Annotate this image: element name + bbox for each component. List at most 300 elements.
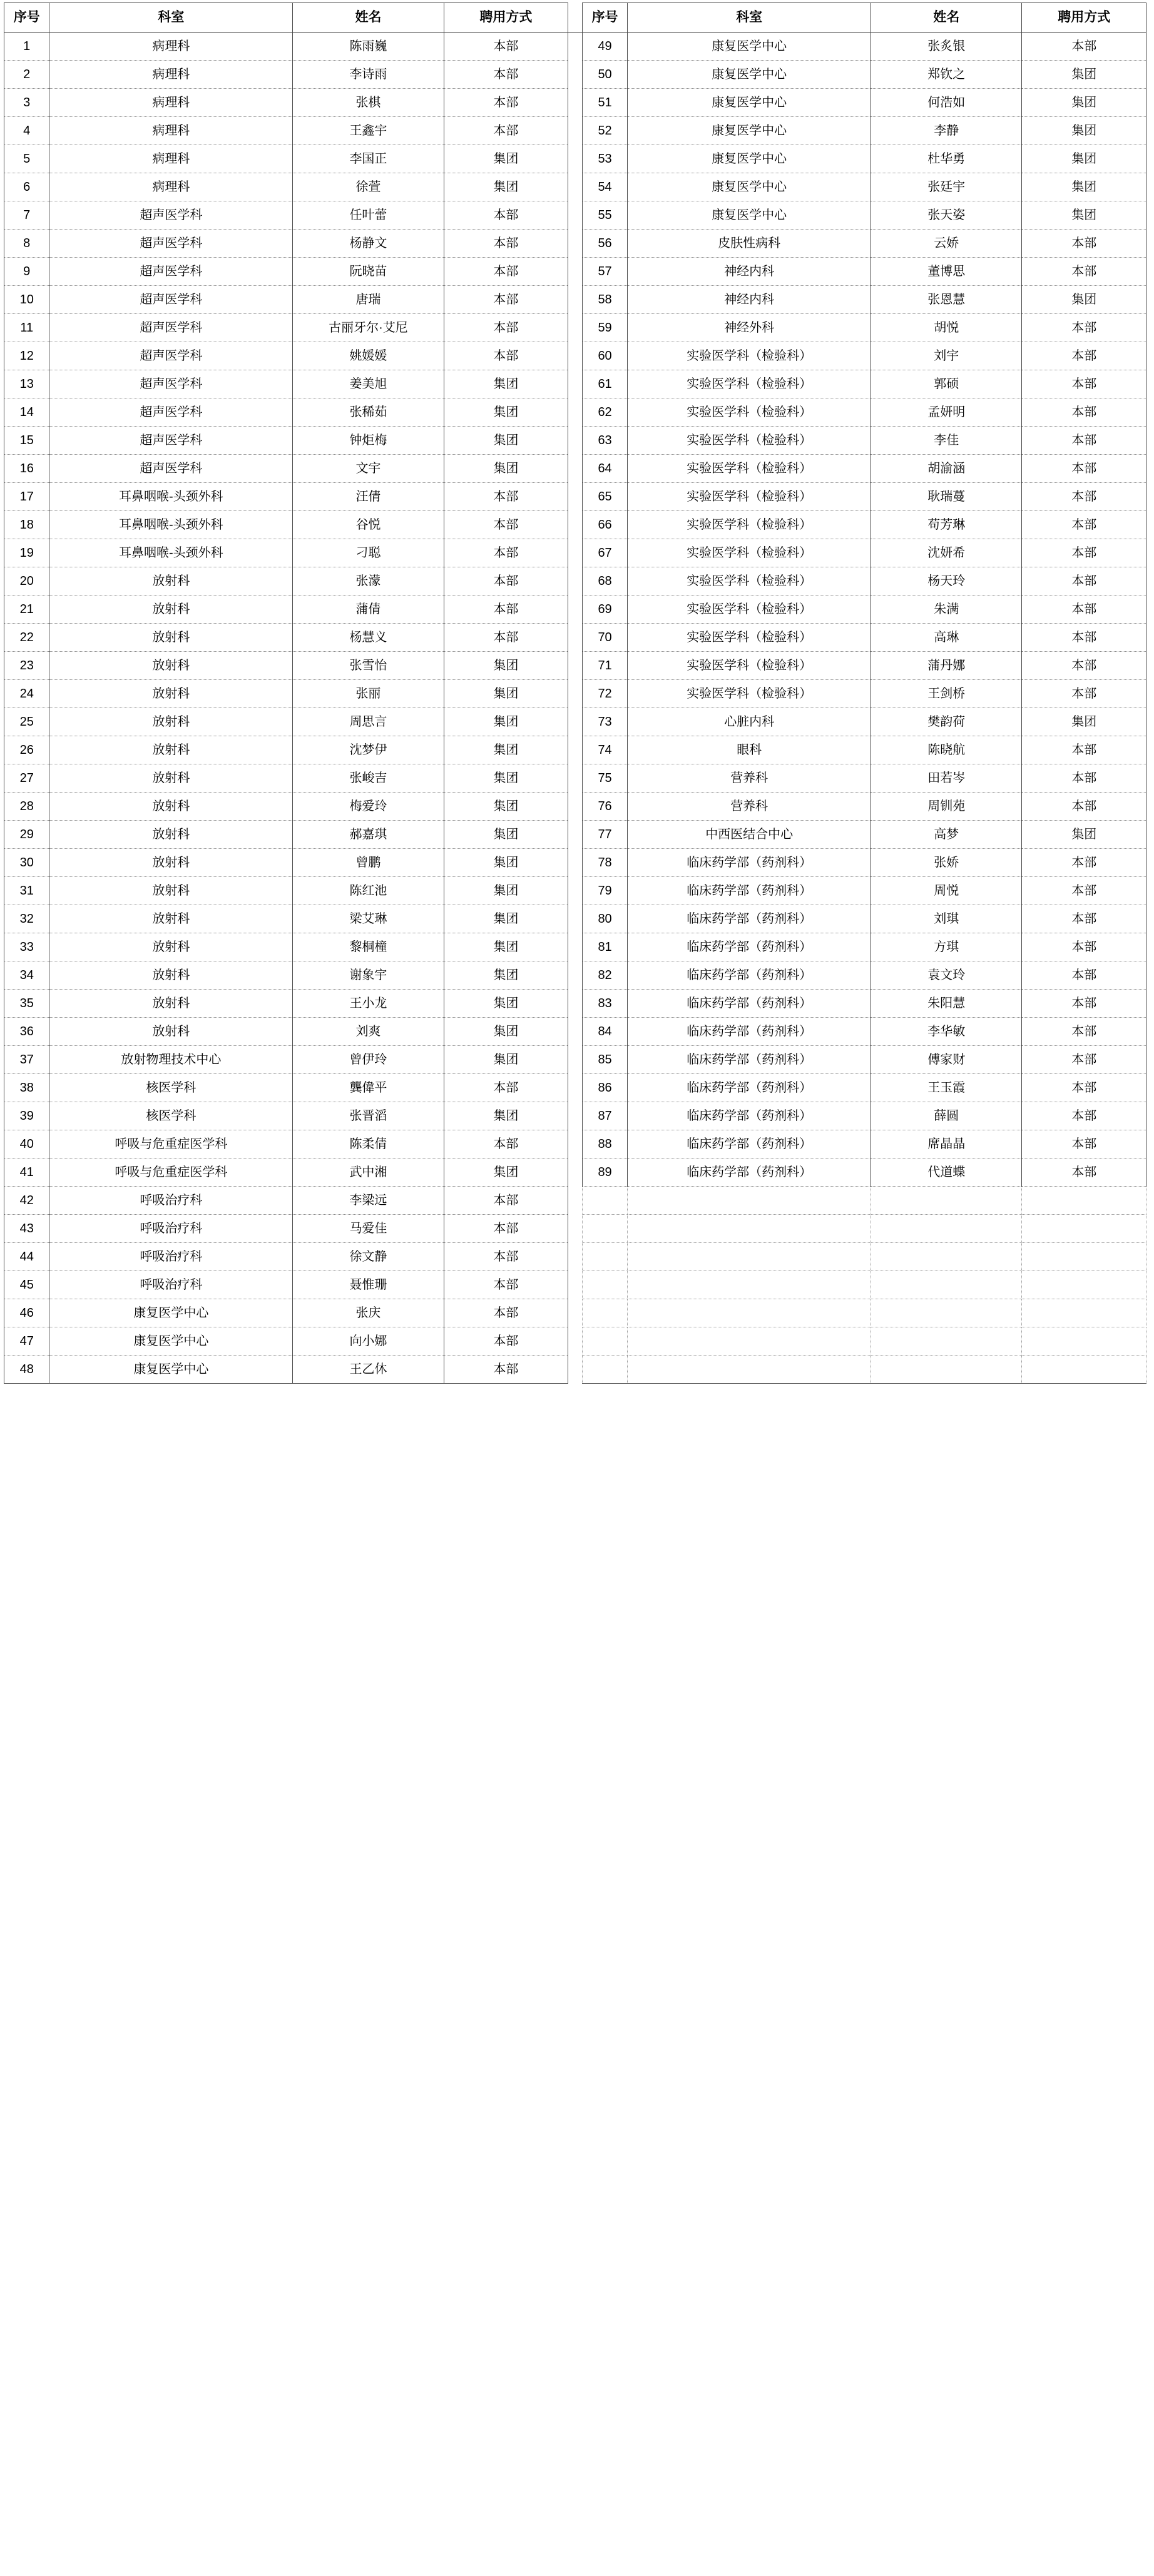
cell-right-seq[interactable]: 54 [582,173,627,201]
cell-right-name[interactable]: 杨天玲 [871,567,1022,596]
cell-right-name[interactable]: 苟芳琳 [871,511,1022,539]
cell-left-seq[interactable]: 43 [4,1215,49,1243]
cell-left-name[interactable]: 汪倩 [293,483,444,511]
cell-left-seq[interactable]: 21 [4,596,49,624]
cell-empty[interactable] [582,1299,627,1327]
cell-left-dept[interactable]: 病理科 [49,89,293,117]
cell-left-dept[interactable]: 放射科 [49,849,293,877]
cell-right-emp[interactable]: 集团 [1022,708,1146,736]
cell-right-name[interactable]: 杜华勇 [871,145,1022,173]
cell-right-seq[interactable]: 70 [582,624,627,652]
cell-left-seq[interactable]: 6 [4,173,49,201]
cell-left-name[interactable]: 曾伊玲 [293,1046,444,1074]
cell-left-emp[interactable]: 集团 [444,736,568,764]
cell-left-emp[interactable]: 本部 [444,596,568,624]
cell-right-dept[interactable]: 皮肤性病科 [628,230,871,258]
cell-left-seq[interactable]: 15 [4,427,49,455]
cell-left-emp[interactable]: 本部 [444,33,568,61]
cell-right-seq[interactable]: 61 [582,370,627,398]
cell-left-seq[interactable]: 23 [4,652,49,680]
cell-left-dept[interactable]: 呼吸治疗科 [49,1187,293,1215]
cell-right-dept[interactable]: 临床药学部（药剂科） [628,877,871,905]
cell-right-emp[interactable]: 本部 [1022,736,1146,764]
cell-right-seq[interactable]: 87 [582,1102,627,1130]
cell-right-seq[interactable]: 72 [582,680,627,708]
cell-right-name[interactable]: 胡渝涵 [871,455,1022,483]
cell-left-emp[interactable]: 集团 [444,455,568,483]
cell-empty[interactable] [628,1299,871,1327]
cell-right-name[interactable]: 孟妍明 [871,398,1022,427]
cell-left-seq[interactable]: 3 [4,89,49,117]
cell-left-emp[interactable]: 集团 [444,370,568,398]
cell-left-seq[interactable]: 18 [4,511,49,539]
cell-empty[interactable] [1022,1187,1146,1215]
cell-right-seq[interactable]: 86 [582,1074,627,1102]
cell-left-seq[interactable]: 11 [4,314,49,342]
cell-left-emp[interactable]: 本部 [444,567,568,596]
cell-left-dept[interactable]: 放射科 [49,764,293,793]
cell-right-seq[interactable]: 50 [582,61,627,89]
cell-left-seq[interactable]: 9 [4,258,49,286]
cell-left-name[interactable]: 李梁远 [293,1187,444,1215]
cell-right-emp[interactable]: 本部 [1022,652,1146,680]
cell-left-emp[interactable]: 本部 [444,1215,568,1243]
cell-right-emp[interactable]: 本部 [1022,933,1146,961]
cell-left-emp[interactable]: 本部 [444,1130,568,1159]
cell-left-seq[interactable]: 31 [4,877,49,905]
cell-left-name[interactable]: 马爱佳 [293,1215,444,1243]
cell-empty[interactable] [582,1271,627,1299]
cell-empty[interactable] [582,1187,627,1215]
cell-right-dept[interactable]: 中西医结合中心 [628,821,871,849]
cell-right-name[interactable]: 傅家财 [871,1046,1022,1074]
cell-left-seq[interactable]: 39 [4,1102,49,1130]
cell-right-seq[interactable]: 74 [582,736,627,764]
cell-right-emp[interactable]: 集团 [1022,89,1146,117]
cell-left-dept[interactable]: 超声医学科 [49,455,293,483]
cell-left-emp[interactable]: 集团 [444,764,568,793]
cell-right-dept[interactable]: 营养科 [628,793,871,821]
cell-left-dept[interactable]: 超声医学科 [49,427,293,455]
cell-right-name[interactable]: 郑钦之 [871,61,1022,89]
cell-right-emp[interactable]: 本部 [1022,1102,1146,1130]
cell-left-emp[interactable]: 集团 [444,708,568,736]
cell-right-dept[interactable]: 实验医学科（检验科） [628,539,871,567]
cell-left-name[interactable]: 徐文静 [293,1243,444,1271]
cell-empty[interactable] [1022,1215,1146,1243]
cell-right-emp[interactable]: 本部 [1022,764,1146,793]
cell-right-seq[interactable]: 64 [582,455,627,483]
cell-right-name[interactable]: 周钏苑 [871,793,1022,821]
cell-right-name[interactable]: 郭硕 [871,370,1022,398]
cell-right-emp[interactable]: 本部 [1022,596,1146,624]
cell-right-emp[interactable]: 本部 [1022,1130,1146,1159]
cell-right-seq[interactable]: 62 [582,398,627,427]
cell-left-emp[interactable]: 本部 [444,1243,568,1271]
cell-right-seq[interactable]: 89 [582,1159,627,1187]
cell-right-seq[interactable]: 69 [582,596,627,624]
cell-left-emp[interactable]: 本部 [444,539,568,567]
cell-left-dept[interactable]: 超声医学科 [49,286,293,314]
cell-right-name[interactable]: 李佳 [871,427,1022,455]
cell-left-seq[interactable]: 33 [4,933,49,961]
cell-left-name[interactable]: 张庆 [293,1299,444,1327]
cell-right-seq[interactable]: 66 [582,511,627,539]
cell-right-emp[interactable]: 本部 [1022,398,1146,427]
cell-right-name[interactable]: 方琪 [871,933,1022,961]
cell-left-seq[interactable]: 47 [4,1327,49,1356]
cell-right-seq[interactable]: 60 [582,342,627,370]
cell-right-emp[interactable]: 集团 [1022,61,1146,89]
cell-empty[interactable] [628,1356,871,1384]
cell-empty[interactable] [1022,1243,1146,1271]
cell-left-name[interactable]: 陈雨巍 [293,33,444,61]
cell-right-name[interactable]: 张天姿 [871,201,1022,230]
cell-left-dept[interactable]: 放射科 [49,961,293,990]
cell-left-seq[interactable]: 45 [4,1271,49,1299]
cell-left-seq[interactable]: 37 [4,1046,49,1074]
cell-left-name[interactable]: 刁聪 [293,539,444,567]
cell-left-dept[interactable]: 放射科 [49,708,293,736]
cell-left-dept[interactable]: 耳鼻咽喉-头颈外科 [49,483,293,511]
cell-left-dept[interactable]: 康复医学中心 [49,1299,293,1327]
cell-left-seq[interactable]: 48 [4,1356,49,1384]
cell-left-seq[interactable]: 27 [4,764,49,793]
cell-left-seq[interactable]: 34 [4,961,49,990]
cell-right-name[interactable]: 张恩慧 [871,286,1022,314]
cell-right-dept[interactable]: 康复医学中心 [628,117,871,145]
cell-left-name[interactable]: 王小龙 [293,990,444,1018]
cell-right-emp[interactable]: 本部 [1022,961,1146,990]
cell-right-emp[interactable]: 本部 [1022,1159,1146,1187]
cell-right-dept[interactable]: 实验医学科（检验科） [628,624,871,652]
cell-left-name[interactable]: 张稀茹 [293,398,444,427]
cell-left-name[interactable]: 李国正 [293,145,444,173]
cell-right-emp[interactable]: 本部 [1022,1074,1146,1102]
cell-right-dept[interactable]: 眼科 [628,736,871,764]
cell-left-seq[interactable]: 22 [4,624,49,652]
cell-left-dept[interactable]: 超声医学科 [49,258,293,286]
cell-left-dept[interactable]: 病理科 [49,61,293,89]
cell-empty[interactable] [871,1187,1022,1215]
cell-left-emp[interactable]: 集团 [444,145,568,173]
cell-left-name[interactable]: 向小娜 [293,1327,444,1356]
cell-right-name[interactable]: 薛圆 [871,1102,1022,1130]
cell-left-name[interactable]: 王乙休 [293,1356,444,1384]
cell-left-name[interactable]: 梅爱玲 [293,793,444,821]
cell-right-dept[interactable]: 临床药学部（药剂科） [628,905,871,933]
cell-right-emp[interactable]: 集团 [1022,201,1146,230]
cell-right-name[interactable]: 刘琪 [871,905,1022,933]
cell-left-emp[interactable]: 本部 [444,624,568,652]
cell-right-seq[interactable]: 81 [582,933,627,961]
cell-left-name[interactable]: 黎桐橦 [293,933,444,961]
cell-left-emp[interactable]: 本部 [444,258,568,286]
cell-left-emp[interactable]: 本部 [444,1187,568,1215]
cell-left-dept[interactable]: 病理科 [49,145,293,173]
cell-right-seq[interactable]: 56 [582,230,627,258]
cell-left-seq[interactable]: 17 [4,483,49,511]
cell-left-seq[interactable]: 36 [4,1018,49,1046]
cell-empty[interactable] [871,1327,1022,1356]
cell-right-emp[interactable]: 集团 [1022,821,1146,849]
cell-left-seq[interactable]: 41 [4,1159,49,1187]
cell-left-name[interactable]: 聂惟珊 [293,1271,444,1299]
cell-left-name[interactable]: 武中湘 [293,1159,444,1187]
cell-right-dept[interactable]: 神经外科 [628,314,871,342]
cell-right-seq[interactable]: 83 [582,990,627,1018]
cell-right-emp[interactable]: 本部 [1022,230,1146,258]
cell-right-name[interactable]: 云娇 [871,230,1022,258]
cell-right-dept[interactable]: 康复医学中心 [628,33,871,61]
cell-left-emp[interactable]: 本部 [444,1327,568,1356]
cell-left-dept[interactable]: 超声医学科 [49,201,293,230]
cell-right-emp[interactable]: 本部 [1022,849,1146,877]
cell-left-dept[interactable]: 放射科 [49,652,293,680]
cell-right-emp[interactable]: 本部 [1022,905,1146,933]
cell-right-dept[interactable]: 临床药学部（药剂科） [628,1018,871,1046]
cell-right-emp[interactable]: 本部 [1022,342,1146,370]
cell-right-dept[interactable]: 实验医学科（检验科） [628,680,871,708]
cell-left-emp[interactable]: 本部 [444,89,568,117]
cell-right-emp[interactable]: 集团 [1022,286,1146,314]
cell-empty[interactable] [1022,1271,1146,1299]
cell-right-dept[interactable]: 营养科 [628,764,871,793]
cell-right-seq[interactable]: 51 [582,89,627,117]
cell-left-name[interactable]: 陈柔倩 [293,1130,444,1159]
cell-left-emp[interactable]: 本部 [444,1299,568,1327]
cell-right-name[interactable]: 田若岑 [871,764,1022,793]
cell-right-emp[interactable]: 本部 [1022,455,1146,483]
cell-right-dept[interactable]: 康复医学中心 [628,89,871,117]
cell-right-emp[interactable]: 本部 [1022,990,1146,1018]
cell-right-seq[interactable]: 88 [582,1130,627,1159]
cell-left-dept[interactable]: 放射科 [49,567,293,596]
cell-left-emp[interactable]: 集团 [444,1102,568,1130]
cell-left-seq[interactable]: 12 [4,342,49,370]
cell-right-emp[interactable]: 本部 [1022,314,1146,342]
cell-left-emp[interactable]: 集团 [444,905,568,933]
cell-left-seq[interactable]: 1 [4,33,49,61]
cell-right-dept[interactable]: 心脏内科 [628,708,871,736]
cell-right-dept[interactable]: 康复医学中心 [628,61,871,89]
cell-right-name[interactable]: 耿瑞蔓 [871,483,1022,511]
cell-left-dept[interactable]: 呼吸治疗科 [49,1243,293,1271]
cell-left-name[interactable]: 蒲倩 [293,596,444,624]
cell-left-seq[interactable]: 40 [4,1130,49,1159]
cell-right-dept[interactable]: 康复医学中心 [628,173,871,201]
cell-empty[interactable] [871,1271,1022,1299]
cell-left-dept[interactable]: 超声医学科 [49,398,293,427]
cell-right-seq[interactable]: 85 [582,1046,627,1074]
cell-left-seq[interactable]: 32 [4,905,49,933]
cell-left-dept[interactable]: 放射物理技术中心 [49,1046,293,1074]
cell-right-name[interactable]: 李华敏 [871,1018,1022,1046]
cell-right-name[interactable]: 张廷宇 [871,173,1022,201]
cell-left-name[interactable]: 杨静文 [293,230,444,258]
cell-left-emp[interactable]: 集团 [444,427,568,455]
cell-left-seq[interactable]: 8 [4,230,49,258]
cell-left-emp[interactable]: 本部 [444,117,568,145]
cell-left-name[interactable]: 徐萱 [293,173,444,201]
cell-left-emp[interactable]: 集团 [444,961,568,990]
cell-right-name[interactable]: 董博思 [871,258,1022,286]
cell-left-dept[interactable]: 康复医学中心 [49,1327,293,1356]
cell-right-seq[interactable]: 68 [582,567,627,596]
cell-right-emp[interactable]: 本部 [1022,539,1146,567]
cell-left-name[interactable]: 杨慧义 [293,624,444,652]
cell-right-name[interactable]: 刘宇 [871,342,1022,370]
cell-left-name[interactable]: 李诗雨 [293,61,444,89]
cell-right-emp[interactable]: 本部 [1022,1018,1146,1046]
cell-empty[interactable] [628,1187,871,1215]
cell-left-name[interactable]: 张棋 [293,89,444,117]
cell-right-name[interactable]: 高梦 [871,821,1022,849]
cell-right-seq[interactable]: 53 [582,145,627,173]
cell-left-emp[interactable]: 集团 [444,793,568,821]
cell-right-name[interactable]: 樊韵荷 [871,708,1022,736]
cell-left-seq[interactable]: 14 [4,398,49,427]
cell-right-name[interactable]: 高琳 [871,624,1022,652]
cell-left-dept[interactable]: 超声医学科 [49,230,293,258]
cell-right-name[interactable]: 代道蝶 [871,1159,1022,1187]
cell-left-name[interactable]: 古丽牙尔·艾尼 [293,314,444,342]
cell-right-name[interactable]: 王剑桥 [871,680,1022,708]
cell-left-name[interactable]: 姜美旭 [293,370,444,398]
cell-right-name[interactable]: 李静 [871,117,1022,145]
cell-left-name[interactable]: 陈红池 [293,877,444,905]
cell-right-seq[interactable]: 75 [582,764,627,793]
cell-left-seq[interactable]: 19 [4,539,49,567]
cell-left-name[interactable]: 钟炬梅 [293,427,444,455]
cell-left-name[interactable]: 唐瑞 [293,286,444,314]
cell-left-name[interactable]: 谢象宇 [293,961,444,990]
cell-left-dept[interactable]: 放射科 [49,793,293,821]
cell-left-emp[interactable]: 本部 [444,483,568,511]
cell-right-name[interactable]: 朱阳慧 [871,990,1022,1018]
cell-empty[interactable] [628,1215,871,1243]
cell-right-emp[interactable]: 本部 [1022,877,1146,905]
cell-right-dept[interactable]: 神经内科 [628,286,871,314]
cell-right-name[interactable]: 袁文玲 [871,961,1022,990]
cell-left-dept[interactable]: 核医学科 [49,1074,293,1102]
cell-empty[interactable] [628,1271,871,1299]
cell-left-seq[interactable]: 16 [4,455,49,483]
cell-left-seq[interactable]: 26 [4,736,49,764]
cell-left-name[interactable]: 张晋滔 [293,1102,444,1130]
cell-left-emp[interactable]: 集团 [444,173,568,201]
cell-left-dept[interactable]: 超声医学科 [49,314,293,342]
cell-left-seq[interactable]: 46 [4,1299,49,1327]
cell-left-seq[interactable]: 4 [4,117,49,145]
cell-left-dept[interactable]: 呼吸与危重症医学科 [49,1130,293,1159]
cell-empty[interactable] [871,1215,1022,1243]
cell-right-dept[interactable]: 实验医学科（检验科） [628,455,871,483]
cell-left-dept[interactable]: 超声医学科 [49,370,293,398]
cell-right-seq[interactable]: 57 [582,258,627,286]
cell-left-name[interactable]: 刘爽 [293,1018,444,1046]
cell-right-dept[interactable]: 实验医学科（检验科） [628,567,871,596]
cell-right-emp[interactable]: 本部 [1022,33,1146,61]
cell-left-name[interactable]: 阮晓苗 [293,258,444,286]
cell-right-seq[interactable]: 58 [582,286,627,314]
cell-right-seq[interactable]: 49 [582,33,627,61]
cell-right-emp[interactable]: 集团 [1022,145,1146,173]
cell-left-dept[interactable]: 耳鼻咽喉-头颈外科 [49,539,293,567]
cell-right-name[interactable]: 蒲丹娜 [871,652,1022,680]
cell-left-name[interactable]: 沈梦伊 [293,736,444,764]
cell-left-name[interactable]: 张雪怡 [293,652,444,680]
cell-left-seq[interactable]: 38 [4,1074,49,1102]
cell-right-seq[interactable]: 76 [582,793,627,821]
cell-left-emp[interactable]: 集团 [444,821,568,849]
cell-empty[interactable] [1022,1356,1146,1384]
cell-right-seq[interactable]: 79 [582,877,627,905]
cell-left-emp[interactable]: 集团 [444,1046,568,1074]
cell-empty[interactable] [1022,1327,1146,1356]
cell-left-name[interactable]: 王鑫宇 [293,117,444,145]
cell-left-emp[interactable]: 本部 [444,511,568,539]
cell-right-name[interactable]: 何浩如 [871,89,1022,117]
cell-right-dept[interactable]: 实验医学科（检验科） [628,483,871,511]
cell-left-emp[interactable]: 集团 [444,652,568,680]
cell-left-seq[interactable]: 24 [4,680,49,708]
cell-right-emp[interactable]: 本部 [1022,483,1146,511]
cell-left-dept[interactable]: 呼吸与危重症医学科 [49,1159,293,1187]
cell-right-dept[interactable]: 临床药学部（药剂科） [628,933,871,961]
cell-left-seq[interactable]: 10 [4,286,49,314]
cell-left-dept[interactable]: 放射科 [49,736,293,764]
cell-left-emp[interactable]: 本部 [444,286,568,314]
cell-left-name[interactable]: 姚媛媛 [293,342,444,370]
cell-left-dept[interactable]: 放射科 [49,596,293,624]
cell-right-emp[interactable]: 集团 [1022,173,1146,201]
cell-left-emp[interactable]: 集团 [444,398,568,427]
cell-right-seq[interactable]: 59 [582,314,627,342]
cell-right-name[interactable]: 朱满 [871,596,1022,624]
cell-left-name[interactable]: 任叶蕾 [293,201,444,230]
cell-left-dept[interactable]: 放射科 [49,680,293,708]
cell-left-dept[interactable]: 病理科 [49,33,293,61]
cell-right-emp[interactable]: 集团 [1022,117,1146,145]
cell-left-emp[interactable]: 本部 [444,1271,568,1299]
cell-right-dept[interactable]: 实验医学科（检验科） [628,511,871,539]
cell-empty[interactable] [1022,1299,1146,1327]
cell-left-seq[interactable]: 7 [4,201,49,230]
cell-left-seq[interactable]: 29 [4,821,49,849]
cell-right-emp[interactable]: 本部 [1022,680,1146,708]
cell-left-dept[interactable]: 病理科 [49,117,293,145]
cell-left-seq[interactable]: 44 [4,1243,49,1271]
cell-left-emp[interactable]: 集团 [444,990,568,1018]
cell-right-seq[interactable]: 80 [582,905,627,933]
cell-right-name[interactable]: 张娇 [871,849,1022,877]
cell-left-emp[interactable]: 本部 [444,314,568,342]
cell-left-emp[interactable]: 集团 [444,1018,568,1046]
cell-right-seq[interactable]: 63 [582,427,627,455]
cell-right-emp[interactable]: 本部 [1022,370,1146,398]
cell-right-dept[interactable]: 实验医学科（检验科） [628,652,871,680]
cell-left-seq[interactable]: 28 [4,793,49,821]
cell-empty[interactable] [871,1299,1022,1327]
cell-left-name[interactable]: 梁艾琳 [293,905,444,933]
cell-empty[interactable] [582,1327,627,1356]
cell-left-seq[interactable]: 42 [4,1187,49,1215]
cell-left-dept[interactable]: 核医学科 [49,1102,293,1130]
cell-left-name[interactable]: 周思言 [293,708,444,736]
cell-left-name[interactable]: 文宇 [293,455,444,483]
cell-left-dept[interactable]: 超声医学科 [49,342,293,370]
